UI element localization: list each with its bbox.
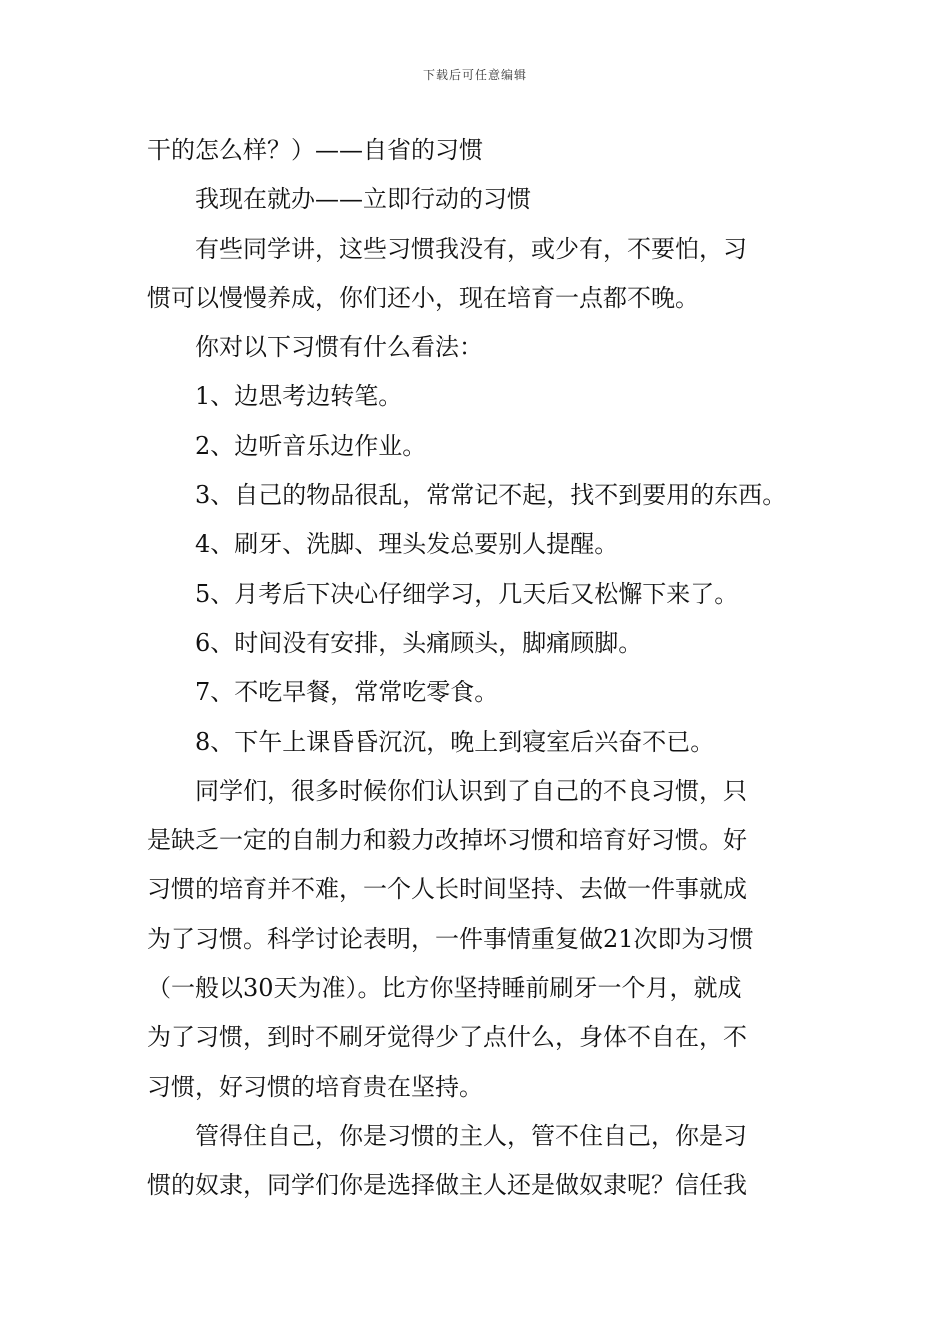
text-line: 6、时间没有安排，头痛顾头，脚痛顾脚。 xyxy=(195,628,643,657)
text-line: 惯可以慢慢养成，你们还小，现在培育一点都不晚。 xyxy=(147,283,699,312)
text-line: 有些同学讲，这些习惯我没有，或少有，不要怕，习 xyxy=(195,234,747,263)
text-line: 管得住自己，你是习惯的主人，管不住自己，你是习 xyxy=(195,1121,747,1150)
text-line: 1、边思考边转笔。 xyxy=(195,382,403,411)
text-line: 你对以下习惯有什么看法： xyxy=(195,333,483,362)
text-line: （一般以30天为准）。比方你坚持睡前刷牙一个月，就成 xyxy=(147,974,742,1003)
text-line: 4、刷牙、洗脚、理头发总要别人提醒。 xyxy=(195,530,619,559)
text-line: 惯的奴隶，同学们你是选择做主人还是做奴隶呢？信任我 xyxy=(147,1171,747,1200)
text-line: 为了习惯。科学讨论表明，一件事情重复做21次即为习惯 xyxy=(147,924,754,953)
text-line: 习惯的培育并不难，一个人长时间坚持、去做一件事就成 xyxy=(147,875,747,904)
body-text xyxy=(147,126,811,1211)
text-line: 同学们，很多时候你们认识到了自己的不良习惯，只 xyxy=(195,776,747,805)
text-line: 是缺乏一定的自制力和毅力改掉坏习惯和培育好习惯。好 xyxy=(147,826,747,855)
text-line: 3、自己的物品很乱，常常记不起，找不到要用的东西。 xyxy=(195,481,787,510)
text-line: 我现在就办——立即行动的习惯 xyxy=(195,185,531,214)
text-line: 5、月考后下决心仔细学习，几天后又松懈下来了。 xyxy=(195,579,739,608)
text-line: 为了习惯，到时不刷牙觉得少了点什么，身体不自在，不 xyxy=(147,1023,747,1052)
text-line: 7、不吃早餐，常常吃零食。 xyxy=(195,678,499,707)
text-line: 习惯，好习惯的培育贵在坚持。 xyxy=(147,1072,483,1101)
text-line: 2、边听音乐边作业。 xyxy=(195,431,427,460)
page-header: 下载后可任意编辑 xyxy=(422,68,527,82)
text-line: 干的怎么样？）——自省的习惯 xyxy=(147,136,483,164)
text-line: 8、下午上课昏昏沉沉，晚上到寝室后兴奋不已。 xyxy=(195,727,715,756)
